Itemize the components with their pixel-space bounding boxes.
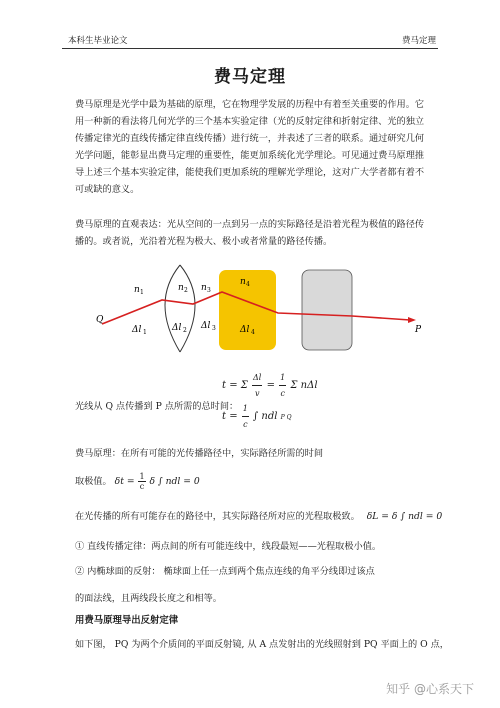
- label-dl1-sub: 1: [143, 329, 147, 336]
- eq-frac2-den: c: [280, 389, 285, 398]
- lens-right-arc: [180, 265, 195, 352]
- extremum-text: 取极值。: [75, 476, 112, 487]
- fermat-definition: 费马原理：在所有可能的光传播路径中，实际路径所需的时间: [75, 448, 324, 459]
- header-left: 本科生毕业论文: [68, 36, 128, 46]
- label-n1-sub: 1: [140, 289, 144, 296]
- label-q: Q: [96, 315, 104, 325]
- item-2b: 的面法线，且两线段长度之和相等。: [75, 593, 222, 604]
- eq2-rhs: δ ∫ ndl = 0: [149, 476, 200, 487]
- eq-frac1: [252, 370, 262, 401]
- time-equation: [222, 370, 318, 432]
- eq-frac3-num: 1: [242, 401, 249, 417]
- watermark: 知乎 @心系天下: [386, 682, 474, 696]
- eq-frac1-den: v: [254, 389, 260, 398]
- medium-block-gray: [302, 270, 352, 350]
- total-time-label: 光线从 Q 点传播到 P 点所需的总时间：: [75, 401, 239, 412]
- label-n1: n: [134, 285, 140, 295]
- eq-t2: t =: [222, 411, 238, 422]
- eq-t1: t =: [222, 380, 238, 391]
- opt-path-text: 在光传播的所有可能存在的路径中，其实际路径所对应的光程取极致。: [75, 511, 360, 522]
- eq-mid: =: [266, 380, 275, 391]
- eq2-frac-num: 1: [139, 472, 145, 481]
- eq3: δL = δ ∫ ndl = 0: [366, 511, 443, 522]
- eq2-lhs: δt =: [114, 476, 135, 487]
- label-n4-sub: 4: [246, 281, 250, 288]
- optical-path-line: [75, 508, 442, 522]
- label-n3: n: [201, 283, 207, 293]
- label-p: P: [415, 325, 422, 335]
- eq-frac3: [242, 401, 249, 432]
- eq2-frac-den: c: [139, 482, 145, 491]
- label-dl3-sub: 3: [212, 325, 216, 332]
- section-heading: 用费马原理导出反射定律: [75, 615, 179, 626]
- label-n2-sub: 2: [184, 287, 188, 294]
- label-dl4-sub: 4: [251, 329, 255, 336]
- label-dl1: Δl: [132, 325, 142, 335]
- label-n2: n: [178, 283, 184, 293]
- eq-integral-limits: P Q: [280, 414, 292, 421]
- item-1: ① 直线传播定律：两点间的所有可能连线中，线段最短——光程取极小值。: [75, 541, 382, 552]
- label-n4: n: [240, 277, 246, 287]
- eq-frac1-num: Δl: [252, 370, 262, 386]
- eq-frac3-den: c: [243, 420, 248, 429]
- eq-frac2-num: 1: [279, 370, 286, 386]
- statement-paragraph: 费马原理的直观表达：光从空间的一点到另一点的实际路径是沿着光程为极值的路径传播的。或者说，光沿着光程为极大、极小或者常量的路径传播。: [75, 219, 425, 247]
- page-header: [62, 34, 438, 49]
- header-right: 费马定理: [401, 36, 436, 46]
- lens-left-arc: [165, 265, 180, 352]
- label-dl2: Δl: [172, 323, 182, 333]
- item-2a: ② 内椭球面的反射： 椭球面上任一点到两个焦点连线的角平分线即过该点: [75, 566, 375, 577]
- fermat-figure: [92, 262, 432, 362]
- label-dl4: Δl: [240, 325, 250, 335]
- label-n3-sub: 3: [207, 287, 211, 294]
- last-line: 如下图， PQ 为两个介质间的平面反射镜, 从 A 点发射出的光线照射到 PQ 平面上的 O 点，: [75, 639, 449, 650]
- eq-tail: Σ nΔl: [290, 380, 318, 391]
- extremum-line: [75, 472, 200, 491]
- page-title: 费马定理: [214, 67, 286, 87]
- eq-tail2: ∫ ndl: [253, 411, 278, 422]
- ray-arrowhead: [408, 317, 416, 323]
- label-dl2-sub: 2: [183, 327, 187, 334]
- intro-paragraph: 费马原理是光学中最为基础的原理，它在物理学发展的历程中有着至关重要的作用。它用一种新的看法将几何光学的三个基本实验定律（光的反射定律和折射定律、光的独立传播定律光的直线传播定律直线传播）进行统一，并表述了三者的联系。通过研究几何光学问题，能彰显出费马定理的重要性，能更加系统化光学理论。可见通过费马原理推导上述三个基本实验定律，能使我们更加系统的理解光学理论，这对广大学者都有着不可或缺的意义。: [75, 99, 425, 195]
- eq-frac2: [279, 370, 286, 401]
- eq-sum: Σ: [240, 380, 248, 391]
- label-dl3: Δl: [201, 321, 211, 331]
- eq2-frac: [138, 472, 145, 491]
